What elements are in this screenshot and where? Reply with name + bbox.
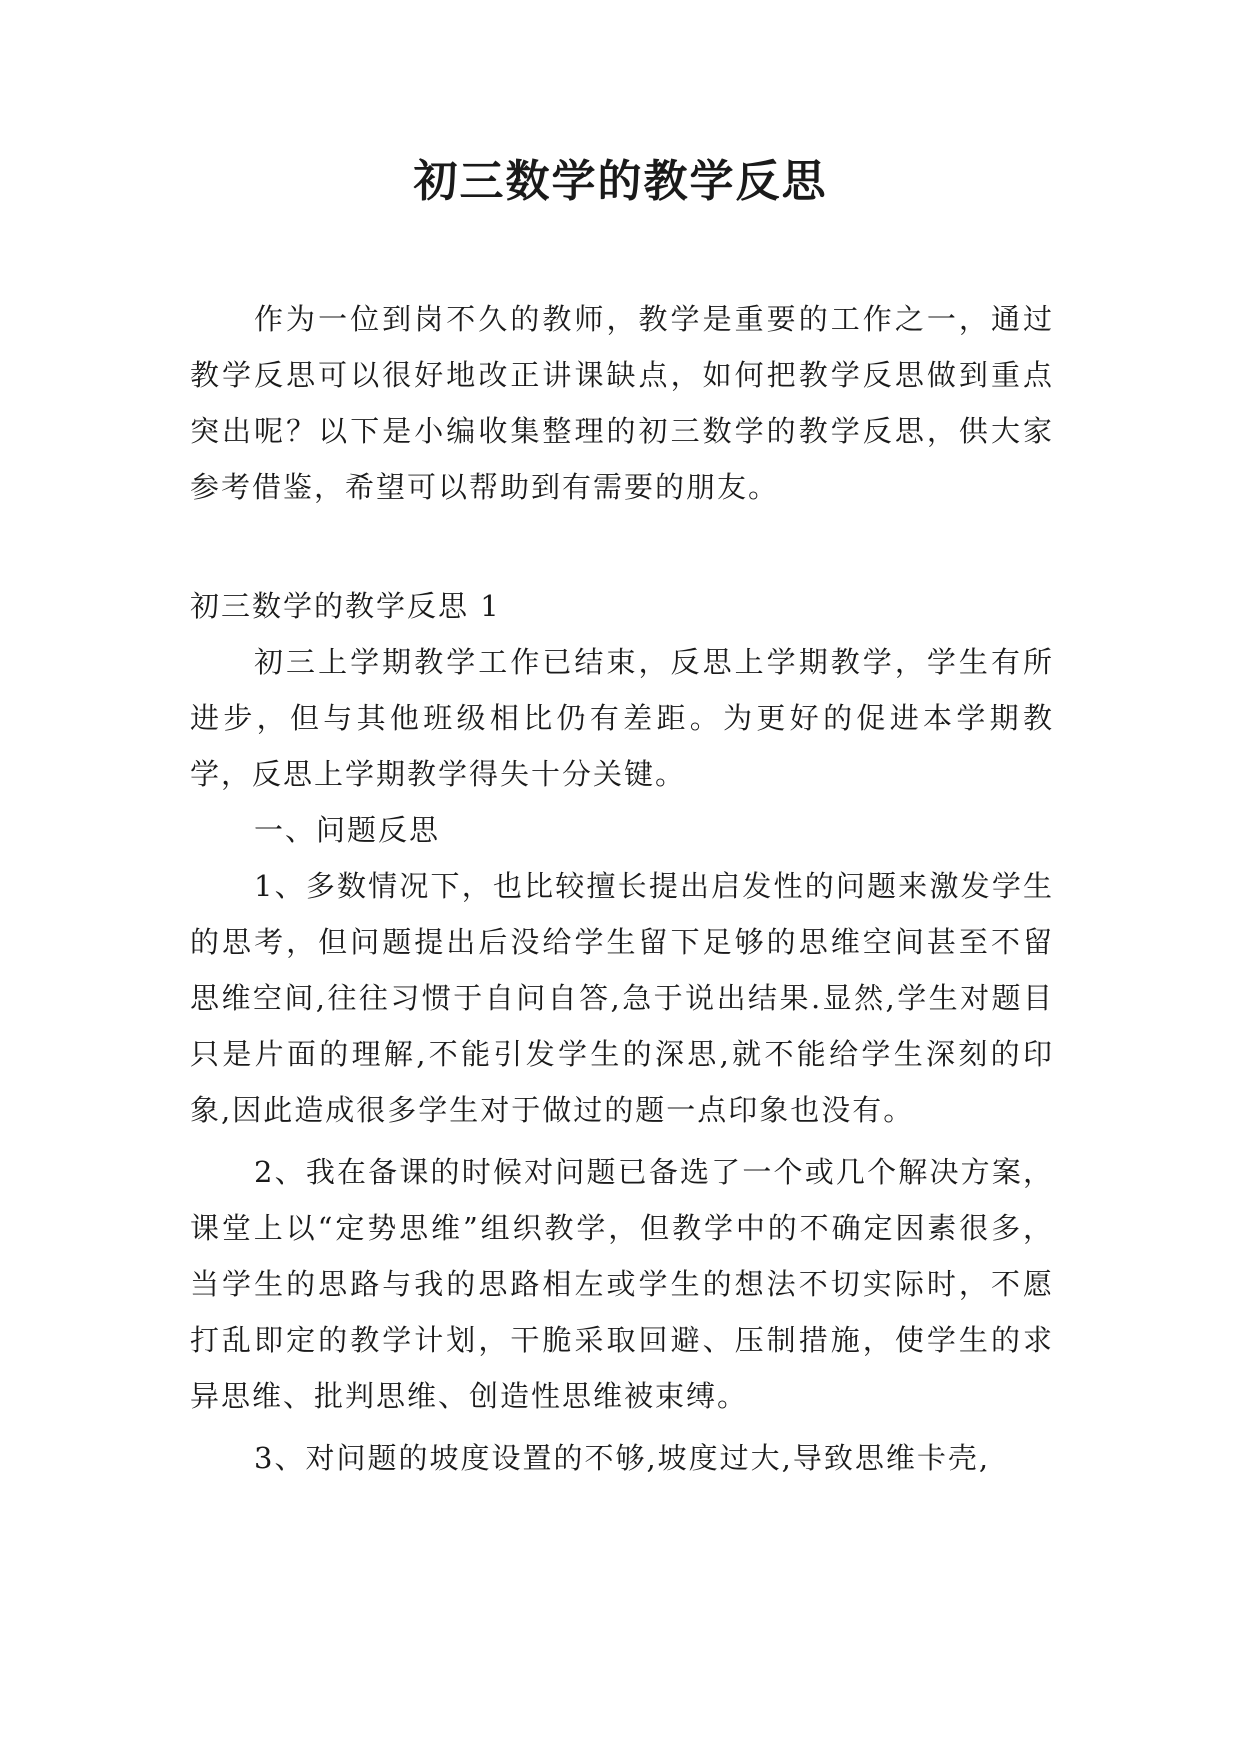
document-title: 初三数学的教学反思 xyxy=(413,156,828,207)
body-paragraph-2: 1、多数情况下，也比较擅长提出启发性的问题来激发学生的思考，但问题提出后没给学生留下足够的思维空间甚至不留思维空间,往往习惯于自问自答,急于说出结果.显然,学生对题目只是片面的理解,不能引发学生的深思,就不能给学生深刻的印象,因此造成很多学生对于做过的题一点印象也没有。 xyxy=(190,869,1054,1127)
body-paragraph-3: 2、我在备课的时候对问题已备选了一个或几个解决方案，课堂上以“定势思维”组织教学，但教学中的不确定因素很多，当学生的思路与我的思路相左或学生的想法不切实际时，不愿打乱即定的教学计划，干脆采取回避、压制措施，使学生的求异思维、批判思维、创造性思维被束缚。 xyxy=(190,1155,1054,1413)
intro-block xyxy=(190,291,1054,515)
body-paragraph-4: 3、对问题的坡度设置的不够,坡度过大,导致思维卡壳, xyxy=(254,1441,991,1475)
section-block xyxy=(190,578,1054,1486)
intro-paragraph: 作为一位到岗不久的教师，教学是重要的工作之一，通过教学反思可以很好地改正讲课缺点，如何把教学反思做到重点突出呢？以下是小编收集整理的初三数学的教学反思，供大家参考借鉴，希望可以帮助到有需要的朋友。 xyxy=(190,302,1054,504)
subheading-problem-reflection: 一、问题反思 xyxy=(254,813,441,847)
section-heading: 初三数学的教学反思 1 xyxy=(190,589,501,623)
body-paragraph-1: 初三上学期教学工作已结束，反思上学期教学，学生有所进步，但与其他班级相比仍有差距。为更好的促进本学期教学，反思上学期教学得失十分关键。 xyxy=(190,645,1054,791)
